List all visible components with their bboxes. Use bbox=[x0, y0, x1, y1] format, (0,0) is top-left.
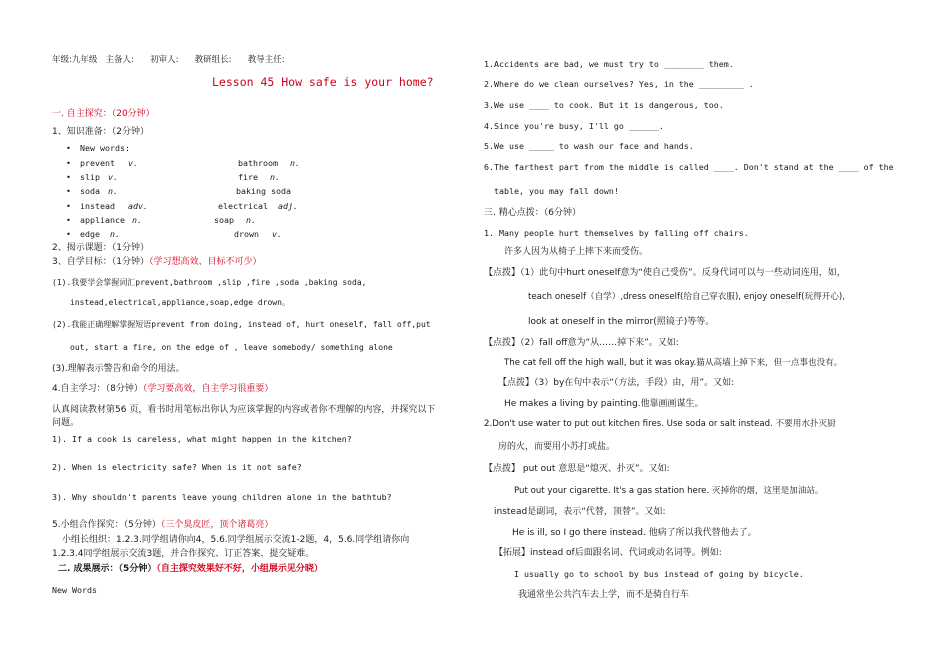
read-instruction-2: 问题。 bbox=[52, 418, 80, 428]
header-director: 教导主任: bbox=[247, 55, 285, 65]
group-coop-label: 5.小组合作探究：（5分钟） bbox=[52, 520, 161, 530]
word: appliance bbox=[80, 215, 125, 225]
bullet-icon: • bbox=[66, 215, 71, 225]
tip-1c: look at oneself in the mirror(照镜子)等等。 bbox=[528, 317, 715, 327]
bullet-icon: • bbox=[66, 172, 71, 182]
word: edge bbox=[80, 229, 100, 239]
explain-1: 1. Many people hurt themselves by falling off chairs. bbox=[484, 228, 749, 238]
tip-2: 【点拨】（2）fall off意为“从……掉下来”。又如: bbox=[484, 338, 679, 348]
header-grade: 年级:九年级 bbox=[52, 55, 98, 65]
word: electrical bbox=[218, 201, 268, 211]
section-1-heading: 一. 自主探究：（20分钟） bbox=[52, 109, 155, 119]
tip-4-example: Put out your cigarette. It's a gas station here. 灭掉你的烟，这里是加油站。 bbox=[514, 486, 824, 496]
tip-5: instead是副词，表示“代替，顶替”。又如: bbox=[494, 507, 666, 517]
goal-2a: (2).我能正确理解掌握短语prevent from doing, instead of, hurt oneself, fall off,put bbox=[52, 320, 431, 329]
read-instruction-1: 认真阅读教材第56 页，看书时用笔标出你认为应该掌握的内容或者你不理解的内容，并探究以下 bbox=[52, 405, 436, 415]
fill-blank-3: 3.We use ____ to cook. But it is dangerous, too. bbox=[484, 100, 724, 110]
fill-blank-6a: 6.The farthest part from the middle is called ____. Don't stand at the ____ of the bbox=[484, 162, 894, 172]
goal-3: (3).理解表示警告和命令的用法。 bbox=[52, 364, 185, 374]
header-row bbox=[52, 54, 285, 66]
word-pos: n. bbox=[270, 172, 280, 182]
tip-3: 【点拨】（3）by在句中表示“（方法，手段）由，用”。又如: bbox=[498, 378, 735, 388]
reveal-topic: 2、揭示课题：（1分钟） bbox=[52, 243, 149, 253]
word-pos: n. bbox=[132, 215, 142, 225]
word-pos: adj. bbox=[278, 201, 298, 211]
word-pos: v. bbox=[128, 158, 138, 168]
word-pos: adv. bbox=[128, 201, 148, 211]
question-1: 1). If a cook is careless, what might happen in the kitchen? bbox=[52, 434, 352, 444]
word: soap bbox=[214, 215, 234, 225]
word-pos: n. bbox=[290, 158, 300, 168]
word-pos: n. bbox=[108, 186, 118, 196]
word: prevent bbox=[80, 158, 115, 168]
self-study-label: 4.自主学习：（8分钟） bbox=[52, 384, 143, 394]
word-row bbox=[66, 228, 282, 240]
word-row bbox=[66, 200, 298, 212]
word: fire bbox=[238, 172, 258, 182]
new-words-label: New words: bbox=[80, 143, 130, 153]
word-row bbox=[66, 171, 280, 183]
word: soda bbox=[80, 186, 100, 196]
section-2-label: 二. 成果展示：（5分钟） bbox=[58, 564, 157, 574]
word-pos: n. bbox=[246, 215, 256, 225]
explain-1-cn: 许多人因为从椅子上摔下来而受伤。 bbox=[504, 247, 649, 257]
tip-3-example: He makes a living by painting.他靠画画谋生。 bbox=[504, 399, 704, 409]
question-3: 3). Why shouldn't parents leave young children alone in the bathtub? bbox=[52, 492, 392, 502]
word: bathroom bbox=[238, 158, 278, 168]
question-2: 2). When is electricity safe? When is it not safe? bbox=[52, 462, 302, 472]
fill-blank-1: 1.Accidents are bad, we must try to ________ them. bbox=[484, 59, 734, 69]
bullet-icon: • bbox=[66, 186, 71, 196]
fill-blank-6b: table, you may fall down! bbox=[494, 186, 619, 196]
group-coop-note: （三个臭皮匠，顶个诸葛亮） bbox=[160, 520, 274, 530]
goal-1b: instead,electrical,appliance,soap,edge drown。 bbox=[70, 298, 290, 307]
bullet-icon: • bbox=[66, 143, 71, 153]
explain-2b: 房的火，而要用小苏打或盐。 bbox=[498, 442, 616, 452]
study-goals-note: （学习想高效、目标不可少） bbox=[148, 257, 262, 267]
word-row bbox=[66, 214, 256, 226]
tip-5-example: He is ill, so I go there instead. 他病了所以我代替他去了。 bbox=[512, 528, 757, 538]
word: slip bbox=[80, 172, 100, 182]
word-row bbox=[66, 185, 291, 197]
section-3-heading: 三. 精心点拨：（6分钟） bbox=[484, 208, 581, 218]
group-coop bbox=[52, 519, 273, 531]
tip-6-example: I usually go to school by bus instead of going by bicycle. bbox=[514, 569, 804, 579]
group-coop-1: 小组长组织：1.2.3.同学组请你向4，5.6.同学组展示交流1-2题，4，5.6.同学组请你向 bbox=[62, 535, 410, 545]
word-row bbox=[66, 157, 300, 169]
self-study bbox=[52, 383, 273, 395]
tip-6-cn: 我通常坐公共汽车去上学，而不是骑自行车 bbox=[518, 590, 690, 600]
header-reviewer: 初审人: bbox=[150, 55, 179, 65]
section-2-heading bbox=[58, 563, 323, 575]
word: baking soda bbox=[236, 186, 291, 196]
tip-6: 【拓展】instead of后面跟名词、代词或动名词等。例如: bbox=[494, 548, 722, 558]
goal-1a: (1).我要学会掌握词汇prevent,bathroom ,slip ,fire ,soda ,baking soda, bbox=[52, 278, 367, 287]
tip-1b: teach oneself（自学）,dress oneself(给自己穿衣服), enjoy oneself(玩得开心), bbox=[528, 292, 845, 302]
self-study-note: （学习要高效，自主学习很重要） bbox=[142, 384, 274, 394]
word-pos: v. bbox=[272, 229, 282, 239]
word-pos: v. bbox=[108, 172, 118, 182]
tip-2-example: The cat fell off the high wall, but it was okay.猫从高墙上掉下来，但一点事也没有。 bbox=[504, 358, 843, 368]
new-words-heading: New Words bbox=[52, 585, 97, 595]
group-coop-2: 1.2.3.4同学组展示交流3题，并合作探究、订正答案、提交疑难。 bbox=[52, 549, 315, 559]
bullet-icon: • bbox=[66, 229, 71, 239]
study-goals-label: 3、自学目标：（1分钟） bbox=[52, 257, 149, 267]
new-words-label-row bbox=[66, 142, 130, 154]
tip-4: 【点拨】 put out 意思是“熄灭、扑灭”。又如: bbox=[484, 464, 670, 474]
header-group-leader: 教研组长: bbox=[194, 55, 232, 65]
lesson-title: Lesson 45 How safe is your home? bbox=[212, 75, 434, 89]
study-goals bbox=[52, 256, 261, 268]
fill-blank-2: 2.Where do we clean ourselves? Yes, in the _________ . bbox=[484, 79, 754, 89]
bullet-icon: • bbox=[66, 158, 71, 168]
word: drown bbox=[234, 229, 259, 239]
bullet-icon: • bbox=[66, 201, 71, 211]
goal-2b: out, start a fire, on the edge of , leave somebody/ something alone bbox=[70, 343, 393, 352]
fill-blank-4: 4.Since you're busy, I'll go ______. bbox=[484, 121, 664, 131]
word: instead bbox=[80, 201, 115, 211]
word-pos: n. bbox=[110, 229, 120, 239]
explain-2a: 2.Don't use water to put out kitchen fires. Use soda or salt instead. 不要用水扑灭厨 bbox=[484, 419, 836, 429]
fill-blank-5: 5.We use _____ to wash our face and hands. bbox=[484, 141, 694, 151]
tip-1a: 【点拨】（1）此句中hurt oneself意为“使自己受伤”。反身代词可以与一些动词连用，如， bbox=[484, 268, 846, 278]
section-2-note: （自主探究效果好不好，小组展示见分晓） bbox=[156, 564, 323, 574]
knowledge-prep: 1、知识准备：（2分钟） bbox=[52, 127, 149, 137]
header-preparer: 主备人: bbox=[105, 55, 134, 65]
